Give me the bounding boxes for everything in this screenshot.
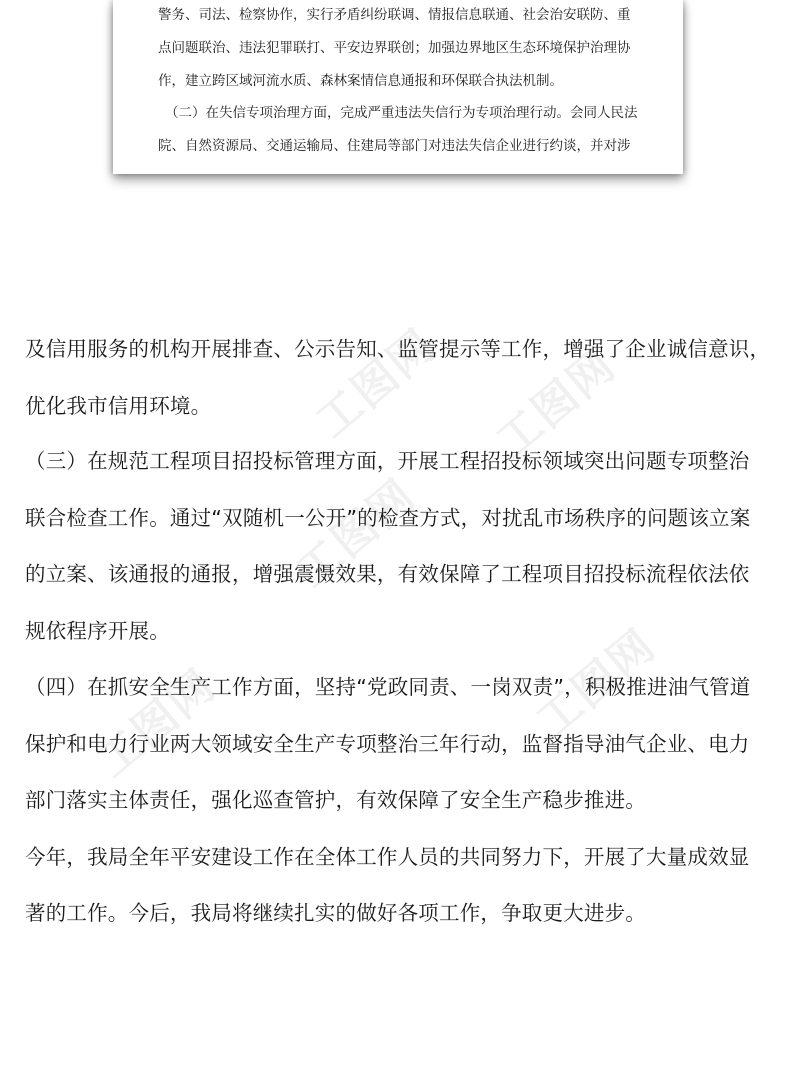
body-line: 优化我市信用环境。: [25, 394, 212, 418]
body-line: 及信用服务的机构开展排查、公示告知、监管提示等工作，增强了企业诚信意识，: [25, 337, 771, 361]
preview-line: 点问题联治、违法犯罪联打、平安边界联创；加强边界地区生态环境保护治理协: [158, 40, 631, 56]
watermark: 工图网: [487, 339, 626, 468]
watermark: 工图网: [307, 319, 446, 448]
body-line: 保护和电力行业两大领域安全生产专项整治三年行动，监督指导油气企业、电力: [25, 732, 750, 756]
watermark: 工图网: [287, 469, 426, 598]
preview-line: 院、自然资源局、交通运输局、住建局等部门对违法失信企业进行约谈，并对涉: [158, 138, 631, 154]
preview-line: （二）在失信专项治理方面，完成严重违法失信行为专项治理行动。会同人民法: [165, 105, 638, 121]
body-line: 今年，我局全年平安建设工作在全体工作人员的共同努力下，开展了大量成效显: [25, 845, 750, 869]
watermark: 工图网: [87, 659, 226, 788]
document-preview-card: [113, 0, 683, 174]
body-line: 著的工作。今后，我局将继续扎实的做好各项工作，争取更大进步。: [25, 901, 646, 925]
body-line: （三）在规范工程项目招投标管理方面，开展工程招投标领域突出问题专项整治: [25, 449, 750, 473]
body-line: 的立案、该通报的通报，增强震慑效果，有效保障了工程项目招投标流程依法依: [25, 562, 750, 586]
preview-line: 作，建立跨区域河流水质、森林案情信息通报和环保联合执法机制。: [158, 73, 563, 89]
body-line: 规依程序开展。: [25, 619, 170, 643]
body-line: 联合检查工作。通过“双随机一公开”的检查方式，对扰乱市场秩序的问题该立案: [25, 506, 751, 530]
watermark: 工图网: [527, 619, 666, 748]
body-line: 部门落实主体责任，强化巡查管护，有效保障了安全生产稳步推进。: [25, 788, 646, 812]
body-line: （四）在抓安全生产工作方面，坚持“党政同责、一岗双责”，积极推进油气管道: [25, 675, 751, 699]
preview-line: 警务、司法、检察协作，实行矛盾纠纷联调、情报信息联通、社会治安联防、重: [158, 7, 631, 23]
